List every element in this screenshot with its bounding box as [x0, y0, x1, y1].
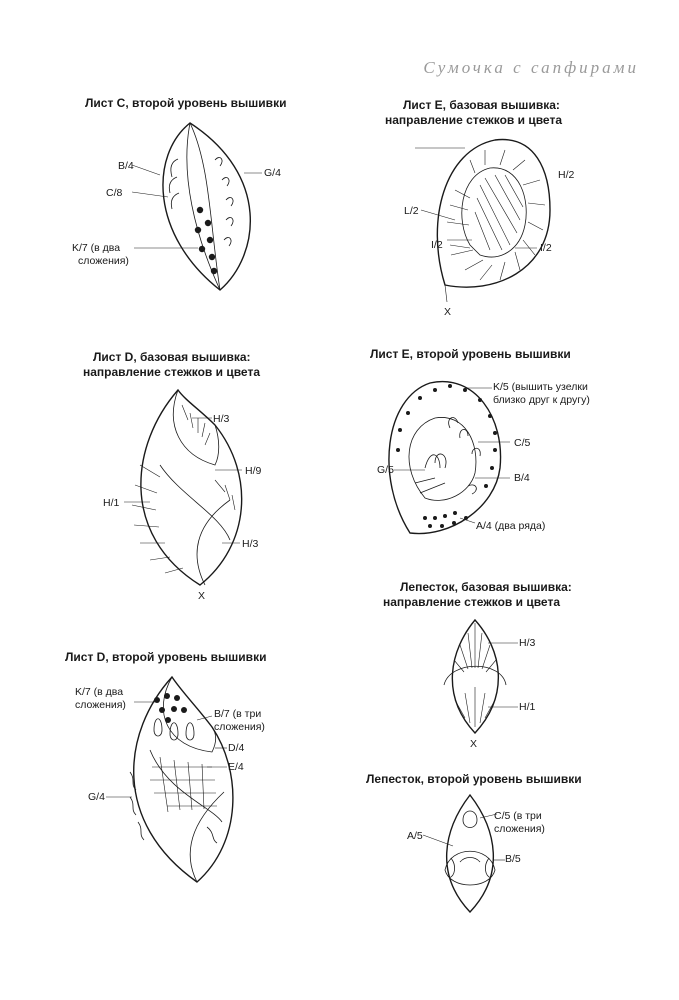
leaf-c2-label-1: B/4	[118, 160, 134, 172]
leaf-e-base-title-2: направление стежков и цвета	[385, 113, 562, 127]
leaf-c2-label-3: C/8	[106, 187, 123, 199]
leaf-e-base-diagram	[425, 130, 565, 310]
leaf-d-base-label-1: H/3	[213, 413, 230, 425]
leaf-d-base-label-5: X	[198, 590, 206, 602]
leaf-e-base-label-4: I/2	[540, 242, 552, 254]
leaf-d2-diagram	[112, 672, 252, 887]
leaf-e2-label-1: K/5 (вышить узелки	[493, 381, 588, 393]
leaf-d2-label-5: D/4	[228, 742, 245, 754]
leaf-d-base-label-4: H/3	[242, 538, 259, 550]
petal-base-title-1: Лепесток, базовая вышивка:	[400, 580, 572, 594]
leaf-d2-label-4: сложения)	[214, 721, 265, 733]
petal-base-diagram	[430, 615, 530, 740]
leaf-d2-label-1: K/7 (в два	[75, 686, 124, 698]
leaf-e2-label-6: A/4 (два ряда)	[476, 520, 546, 532]
petal-base-title-2: направление стежков и цвета	[383, 595, 560, 609]
petal2-label-4: B/5	[505, 853, 521, 865]
petal2-title: Лепесток, второй уровень вышивки	[366, 772, 582, 786]
leaf-d-base-label-2: H/9	[245, 465, 262, 477]
leaf-e-base-label-3: I/2	[431, 239, 443, 251]
petal-base-label-3: X	[470, 738, 478, 750]
leaf-e2-label-2: близко друг к другу)	[493, 394, 590, 406]
leaf-e-base-label-2: L/2	[404, 205, 419, 217]
leaf-d2-label-6: E/4	[228, 761, 244, 773]
leaf-d2-label-3: B/7 (в три	[214, 708, 262, 720]
leaf-e2-label-3: C/5	[514, 437, 531, 449]
leaf-c2-diagram	[140, 115, 280, 300]
petal2-label-1: C/5 (в три	[494, 810, 542, 822]
leaf-d-base-label-3: H/1	[103, 497, 120, 509]
leaf-c2-title: Лист C, второй уровень вышивки	[85, 96, 287, 110]
petal-base-label-1: H/3	[519, 637, 536, 649]
petal2-label-2: сложения)	[494, 823, 545, 835]
leaf-e-base-label-1: H/2	[558, 169, 575, 181]
leaf-d-base-title-2: направление стежков и цвета	[83, 365, 260, 379]
leaf-e2-label-5: B/4	[514, 472, 530, 484]
leaf-c2-label-2: G/4	[264, 167, 281, 179]
leaf-c2-label-4: K/7 (в два	[72, 242, 121, 254]
leaf-d2-label-2: сложения)	[75, 699, 126, 711]
leaf-e2-label-4: G/5	[377, 464, 394, 476]
leaf-e2-title: Лист E, второй уровень вышивки	[370, 347, 571, 361]
leaf-d-base-title-1: Лист D, базовая вышивка:	[93, 350, 251, 364]
petal2-label-3: A/5	[407, 830, 423, 842]
leaf-d2-label-7: G/4	[88, 791, 105, 803]
page-header: Сумочка с сапфирами	[423, 58, 639, 77]
leaf-e-base-title-1: Лист E, базовая вышивка:	[403, 98, 560, 112]
leaf-d-base-diagram	[120, 385, 260, 590]
leaf-d2-title: Лист D, второй уровень вышивки	[65, 650, 267, 664]
leaf-c2-label-5: сложения)	[78, 255, 129, 267]
leaf-e-base-label-5: X	[444, 306, 452, 318]
petal-base-label-2: H/1	[519, 701, 536, 713]
